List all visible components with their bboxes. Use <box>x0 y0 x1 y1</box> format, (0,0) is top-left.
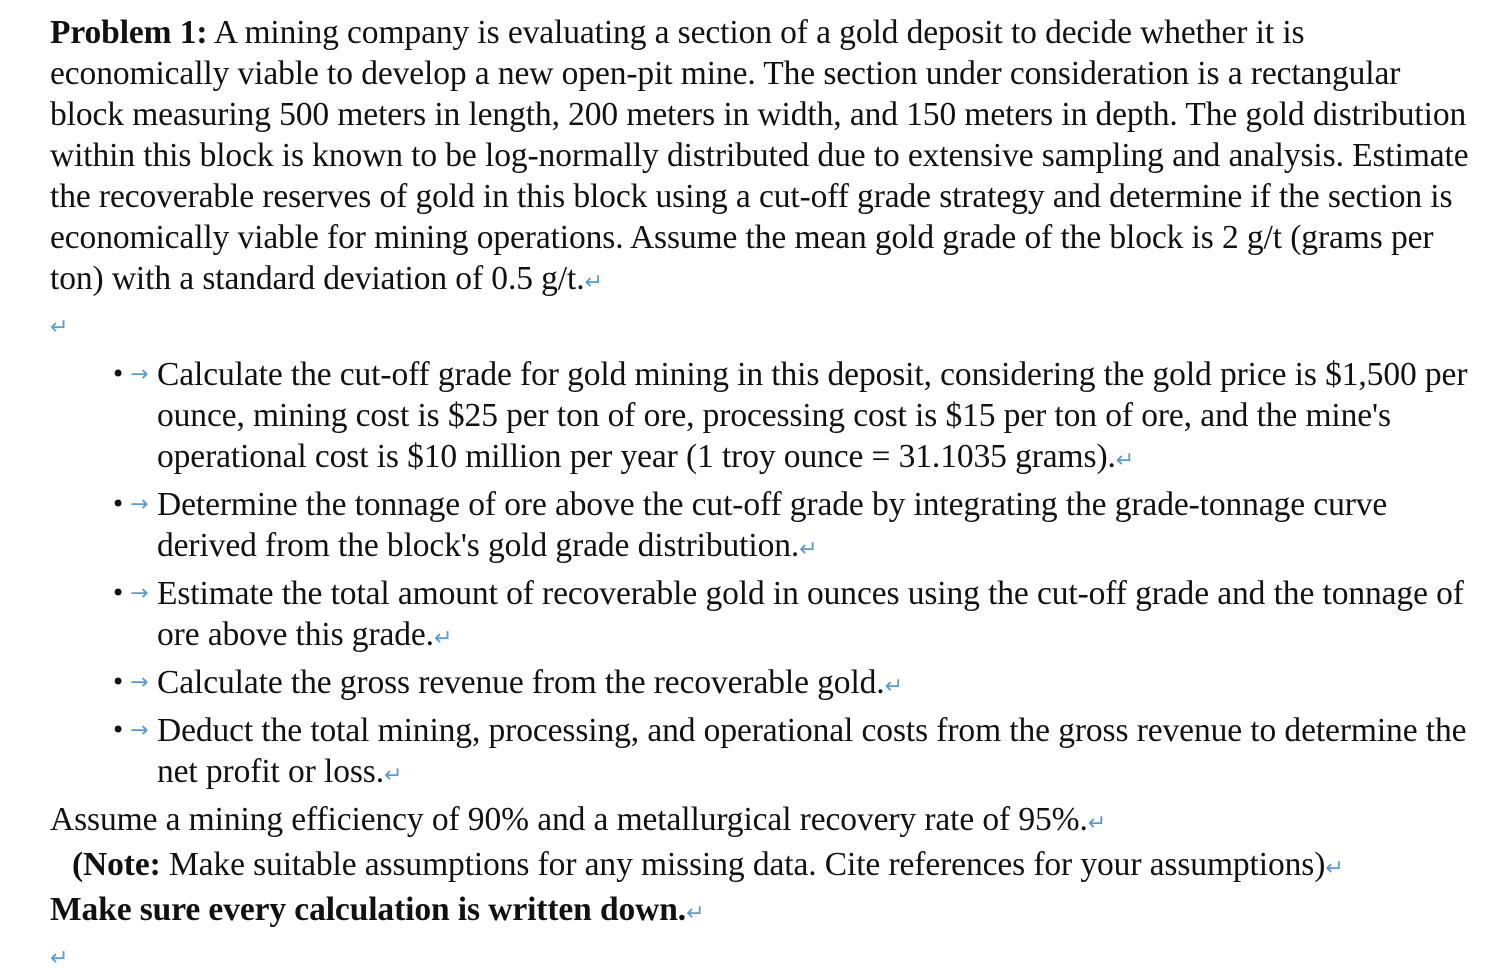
tab-arrow-icon: → <box>130 718 149 743</box>
paragraph-mark-icon: ↵ <box>1087 811 1107 836</box>
note-paragraph <box>50 844 1480 889</box>
bullet-icon: • <box>110 668 126 696</box>
problem-heading: Problem 1: <box>50 14 208 51</box>
problem-paragraph <box>50 12 1480 303</box>
empty-paragraph <box>50 303 1480 344</box>
paragraph-mark-icon: ↵ <box>584 270 603 295</box>
bullet-icon: • <box>110 360 126 388</box>
paragraph-mark-icon: ↵ <box>384 763 403 788</box>
task-text: Deduct the total mining, processing, and operational costs from the gross revenue to determine the net profit or loss. <box>157 712 1467 790</box>
assumption-text: Assume a mining efficiency of 90% and a metallurgical recovery rate of 95%. <box>50 801 1088 838</box>
tab-arrow-icon: → <box>130 670 149 695</box>
document-page <box>50 12 1480 975</box>
list-item <box>50 573 1480 659</box>
paragraph-mark-icon: ↵ <box>50 315 69 340</box>
tab-arrow-icon: → <box>130 581 149 606</box>
problem-intro: A mining company is evaluating a section of a gold deposit to decide whether it is economically viable to develop a new open-pit mine. The section under consideration is a rectangular block measuring 500 meters in length, 200 meters in width, and 150 meters in depth. The gold distribution within this block is known to be log-normally distributed due to extensive sampling and analysis. Estimate the recoverable reserves of gold in this block using a cut-off grade strategy and determine if the section is economically viable for mining operations. Assume the mean gold grade of the block is 2 g/t (grams per ton) with a standard deviation of 0.5 g/t. <box>50 14 1469 297</box>
bullet-icon: • <box>110 716 126 744</box>
tab-arrow-icon: → <box>130 492 149 517</box>
paragraph-mark-icon: ↵ <box>50 946 69 971</box>
paragraph-mark-icon: ↵ <box>686 901 705 926</box>
bullet-icon: • <box>110 579 126 607</box>
tab-arrow-icon: → <box>130 362 149 387</box>
assumption-paragraph <box>50 799 1480 844</box>
list-item <box>50 484 1480 570</box>
paragraph-mark-icon: ↵ <box>799 537 818 562</box>
task-text: Determine the tonnage of ore above the cut-off grade by integrating the grade-tonnage curve derived from the block's gold grade distribution. <box>157 486 1388 564</box>
task-text: Calculate the cut-off grade for gold mining in this deposit, considering the gold price is $1,500 per ounce, mining cost is $25 per ton of ore, processing cost is $15 per ton of ore, and the mine's operational cost is $10 million per year (1 troy ounce = 31.1035 grams). <box>157 356 1468 475</box>
list-item <box>50 710 1480 796</box>
list-item <box>50 354 1480 481</box>
task-text: Calculate the gross revenue from the recoverable gold. <box>157 664 885 701</box>
task-text: Estimate the total amount of recoverable gold in ounces using the cut-off grade and the tonnage of ore above this grade. <box>157 575 1464 653</box>
bullet-icon: • <box>110 490 126 518</box>
paragraph-mark-icon: ↵ <box>884 674 903 699</box>
instruction-text: Make sure every calculation is written down. <box>50 891 687 928</box>
note-label: (Note: <box>72 846 161 883</box>
paragraph-mark-icon: ↵ <box>1325 856 1344 881</box>
task-list <box>50 354 1480 796</box>
paragraph-mark-icon: ↵ <box>433 626 453 651</box>
list-item <box>50 662 1480 707</box>
paragraph-mark-icon: ↵ <box>1115 448 1135 473</box>
empty-paragraph <box>50 934 1480 975</box>
note-text: Make suitable assumptions for any missing data. Cite references for your assumptions) <box>168 846 1326 883</box>
